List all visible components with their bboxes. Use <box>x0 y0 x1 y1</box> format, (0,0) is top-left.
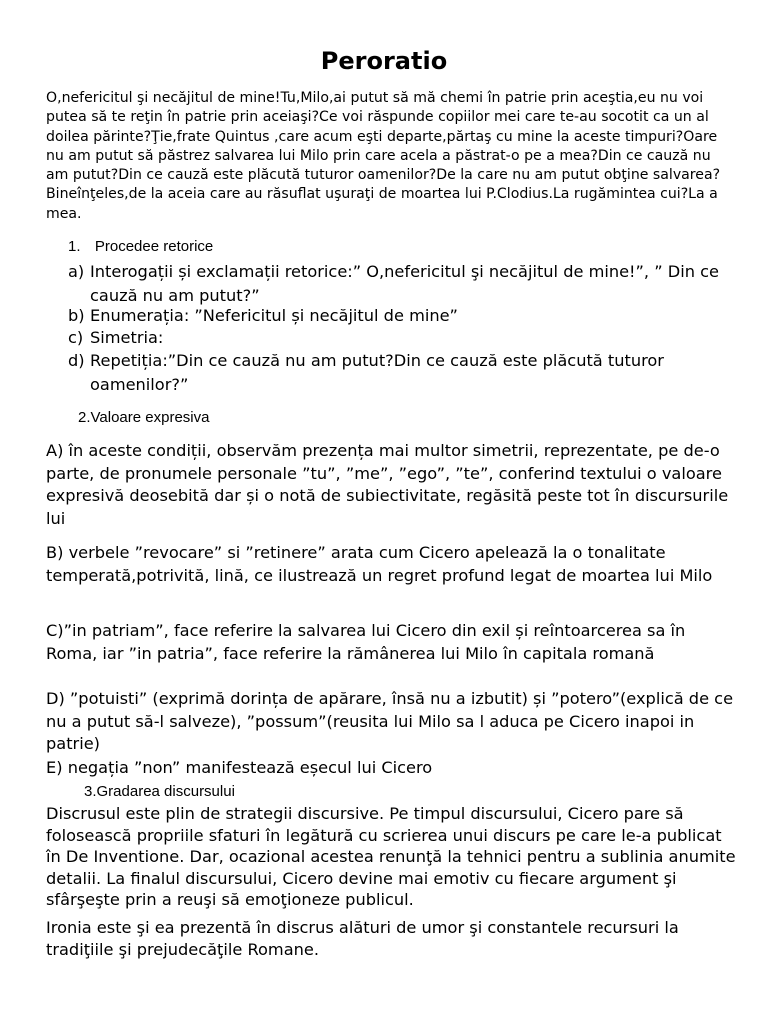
paragraph-b: B) verbele ”revocare” si ”retinere” arata cum Cicero apelează la o tonalitate temperată,potrivită, lină, ce ilustrează un regret profund legat de moartea lui Milo <box>46 543 713 585</box>
list-text: Interogații și exclamații retorice:” O,nefericitul şi necăjitul de mine!”, ” Din ce cauză nu am putut?” <box>90 262 719 305</box>
section3-heading: 3.Gradarea discursului <box>84 783 235 800</box>
intro-paragraph: O,nefericitul şi necăjitul de mine!Tu,Milo,ai putut să mă chemi în patrie prin aceştia,eu nu voi putea să te reţin în patrie prin aceiaşi?Ce voi răspunde copiilor mei care te-au socotit ca un al doilea părinte?Ţie,frate Quintus ,care acum eşti departe,părtaş cu mine la aceste timpuri?Oare nu am putut să păstrez salvarea lui Milo prin care acela a păstrat-o pe a mea?Din ce cauză nu am putut?Din ce cauză este plăcută tuturor oamenilor?De la care nu am putut obţine salvarea?Bineînţeles,de la aceia care au răsuflat uşuraţi de moartea lui P.Clodius.La rugămintea cui?La a mea. <box>46 90 721 222</box>
page-title: Peroratio <box>320 47 448 75</box>
section3-paragraph: Discrusul este plin de strategii discursive. Pe timpul discursului, Cicero pare să folosească propriile sfaturi în legătură cu scrierea unui discurs pe care le-a publicat în De Inventione. Dar, ocazional acestea renunţă la tehnici pentru a sublinia anumite detalii. La finalul discursului, Cicero devine mai emotiv cu fiecare argument şi sfârşeşte prin a reuşi să emoţioneze publicul. <box>46 804 736 909</box>
list-item <box>68 260 748 308</box>
paragraph-d: D) ”potuisti” (exprimă dorința de apărare, însă nu a izbutit) și ”potero”(explică de ce nu a putut să-l salveze), ”possum”(reusita lui Milo sa l aduca pe Cicero inapoi in patrie) <box>46 689 734 753</box>
list-item <box>68 349 748 397</box>
list-marker: c) <box>68 328 84 347</box>
list-marker: d) <box>68 351 85 370</box>
section1-heading-row <box>68 237 213 257</box>
list-item <box>68 326 748 350</box>
section2-heading: 2.Valoare expresiva <box>78 409 210 426</box>
list-text: Repetiția:”Din ce cauză nu am putut?Din ce cauză este plăcută tuturor oamenilor?” <box>90 351 664 394</box>
paragraph-a: A) în aceste condiții, observăm prezența mai multor simetrii, reprezentate, pe de-o parte, de pronumele personale ”tu”, ”me”, ”ego”, ”te”, conferind textului o valoare expresivă deosebită dar și o notă de subiectivitate, regăsită peste tot în discursurile lui <box>46 441 729 528</box>
list-item <box>68 304 748 328</box>
list-marker: b) <box>68 306 85 325</box>
paragraph-c: C)”in patriam”, face referire la salvarea lui Cicero din exil și reîntoarcerea sa în Roma, iar ”in patria”, face referire la rămânerea lui Milo în capitala romană <box>46 621 686 663</box>
list-text: Simetria: <box>90 328 164 347</box>
section1-number: 1. <box>68 238 81 255</box>
paragraph-e: E) negația ”non” manifestează eșecul lui Cicero <box>46 758 433 777</box>
section3-paragraph-2: Ironia este şi ea prezentă în discrus alături de umor şi constantele recursuri la tradiţiile şi prejudecăţile Romane. <box>46 918 679 959</box>
list-text: Enumerația: ”Nefericitul și necăjitul de mine” <box>90 306 458 325</box>
list-marker: a) <box>68 262 85 281</box>
section1-heading: Procedee retorice <box>94 238 214 255</box>
